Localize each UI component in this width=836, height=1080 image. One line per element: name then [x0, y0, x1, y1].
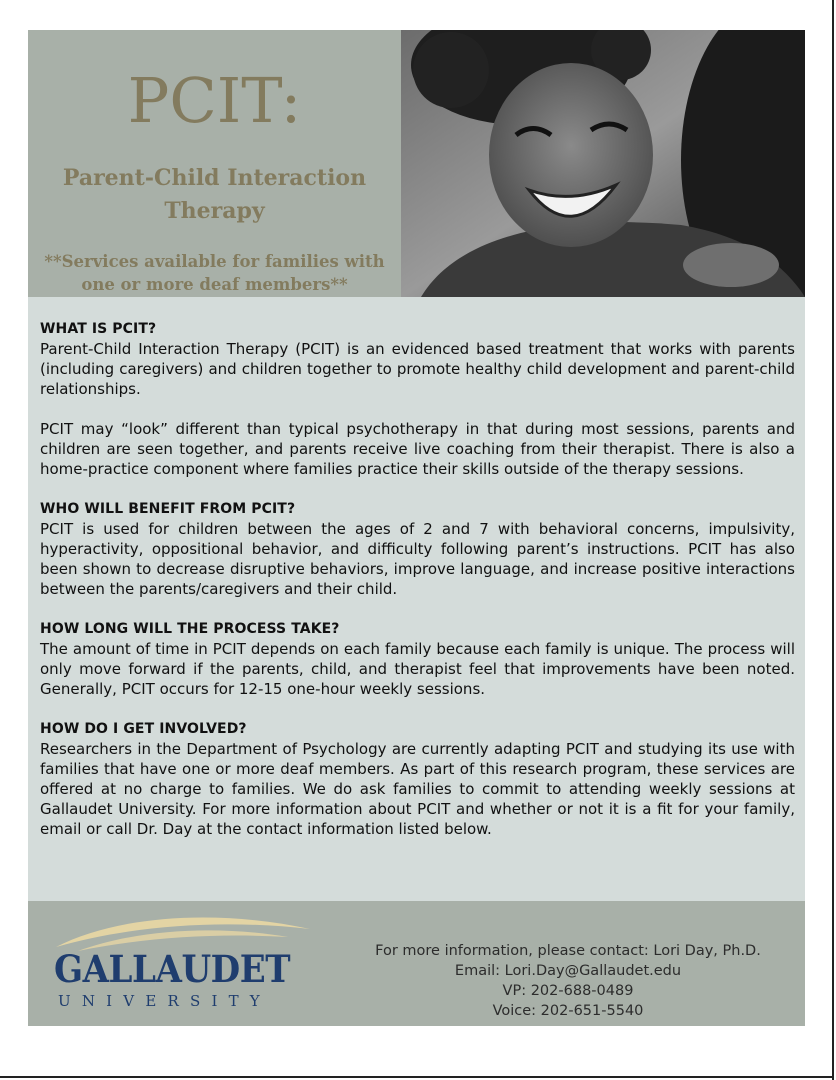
- section-heading: WHAT IS PCIT?: [40, 321, 157, 337]
- section-heading: WHO WILL BENEFIT FROM PCIT?: [40, 501, 296, 517]
- section-paragraph: PCIT may “look” different than typical psychotherapy in that during most sessions, parents and children are seen together, and parents receive live coaching from their therapist. There is also a home-practice component where families practice their skills outside of the therapy sessions.: [40, 420, 795, 478]
- gallaudet-logo: [48, 907, 318, 1017]
- logo-subtext: UNIVERSITY: [58, 992, 271, 1010]
- section-paragraph: The amount of time in PCIT depends on each family because each family is unique. The process will only move forward if the parents, child, and therapist feel that improvements have been noted. Generally, PCIT occurs for 12-15 one-hour weekly sessions.: [40, 640, 795, 698]
- child-hugging-parent-photo-icon: [401, 30, 805, 297]
- logo-wordmark: GALLAUDET: [54, 947, 291, 991]
- contact-info: [348, 941, 788, 1021]
- subtitle-line-2: Therapy: [164, 198, 265, 224]
- services-note: [36, 250, 393, 296]
- section-paragraph: PCIT is used for children between the ages of 2 and 7 with behavioral concerns, impulsivity, hyperactivity, oppositional behavior, and difficulty following parent’s instructions. PCIT has also been shown to decrease disruptive behaviors, improve language, and increase positive interactions between the parents/caregivers and their child.: [40, 520, 795, 598]
- section-what-is-pcit: [40, 319, 795, 479]
- contact-voice: Voice: 202-651-5540: [492, 1003, 644, 1019]
- section-heading: HOW LONG WILL THE PROCESS TAKE?: [40, 621, 340, 637]
- section-get-involved: [40, 719, 795, 839]
- contact-email: Email: Lori.Day@Gallaudet.edu: [454, 963, 682, 979]
- services-note-line-1: **Services available for families with: [44, 252, 385, 271]
- contact-vp: VP: 202-688-0489: [502, 983, 634, 999]
- page-subtitle: [28, 162, 401, 228]
- section-paragraph: Researchers in the Department of Psychology are currently adapting PCIT and studying its use with families that have one or more deaf members. As part of this research program, these services are offered at no charge to families. We do ask families to commit to attending weekly sessions at Gallaudet University. For more information about PCIT and whether or not it is a fit for your family, email or call Dr. Day at the contact information listed below.: [40, 740, 795, 838]
- section-how-long: [40, 619, 795, 699]
- page-title: PCIT:: [127, 64, 302, 137]
- page-border-right: [832, 0, 834, 1080]
- section-paragraph: Parent-Child Interaction Therapy (PCIT) is an evidenced based treatment that works with parents (including caregivers) and children together to promote healthy child development and parent-child relationships.: [40, 340, 795, 398]
- section-who-will-benefit: [40, 499, 795, 599]
- services-note-line-2: one or more deaf members**: [81, 275, 348, 294]
- footer: [28, 901, 805, 1026]
- contact-line-1: For more information, please contact: Lori Day, Ph.D.: [375, 943, 761, 959]
- section-heading: HOW DO I GET INVOLVED?: [40, 721, 247, 737]
- header-photo: [401, 30, 805, 297]
- body-content: [40, 319, 795, 839]
- body-panel: [28, 297, 805, 901]
- header-panel: [28, 30, 401, 297]
- subtitle-line-1: Parent-Child Interaction: [62, 165, 367, 191]
- page-border-bottom: [0, 1076, 834, 1078]
